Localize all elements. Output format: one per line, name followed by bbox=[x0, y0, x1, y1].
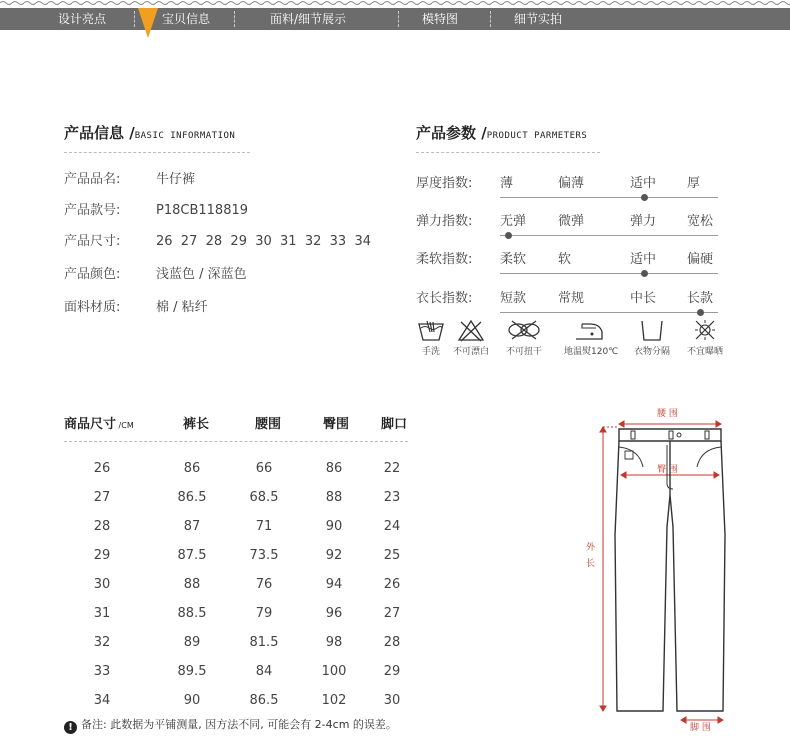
table-cell: 89.5 bbox=[177, 664, 207, 679]
table-cell: 84 bbox=[255, 664, 273, 679]
param-option: 宽松 bbox=[687, 214, 714, 229]
outer-length-label-1: 外 bbox=[586, 543, 596, 553]
warning-icon: ! bbox=[64, 721, 77, 734]
no-wring-icon bbox=[506, 318, 542, 342]
param-selected-dot bbox=[641, 194, 648, 201]
table-cell: 90 bbox=[325, 519, 343, 534]
info-value: P18CB118819 bbox=[156, 203, 249, 218]
table-cell: 23 bbox=[383, 490, 401, 505]
table-cell: 22 bbox=[383, 461, 401, 476]
param-option: 柔软 bbox=[500, 252, 527, 267]
divider bbox=[64, 152, 250, 153]
table-cell: 66 bbox=[255, 461, 273, 476]
param-scale-line bbox=[500, 235, 718, 236]
table-cell: 102 bbox=[321, 693, 347, 708]
info-row-material bbox=[64, 296, 208, 315]
table-cell: 88 bbox=[325, 490, 343, 505]
no-bleach-icon bbox=[456, 318, 486, 342]
table-cell: 29 bbox=[93, 548, 111, 563]
care-label: 不可扭干 bbox=[505, 347, 542, 357]
pants-outline bbox=[615, 429, 725, 711]
params-title bbox=[416, 122, 587, 143]
table-cell: 34 bbox=[93, 693, 111, 708]
title-separator: / bbox=[476, 124, 487, 142]
table-cell: 25 bbox=[383, 548, 401, 563]
basic-info-title-en: BASIC INFORMATION bbox=[134, 131, 236, 141]
table-cell: 32 bbox=[93, 635, 111, 650]
table-cell: 100 bbox=[321, 664, 347, 679]
params-title-en: PRODUCT PARMETERS bbox=[486, 131, 588, 141]
nav-tab-fabric-details[interactable]: 面料/细节展示 bbox=[270, 12, 347, 26]
care-label: 不可漂白 bbox=[452, 347, 489, 357]
active-tab-arrow-icon bbox=[138, 8, 158, 38]
table-cell: 98 bbox=[325, 635, 343, 650]
size-table-header-hip: 臀围 bbox=[322, 417, 349, 432]
no-sun-icon bbox=[690, 318, 720, 342]
info-label: 产品品名: bbox=[64, 172, 121, 187]
basic-info-title bbox=[64, 122, 235, 143]
table-cell: 24 bbox=[383, 519, 401, 534]
nav-separator bbox=[134, 11, 135, 27]
table-cell: 28 bbox=[383, 635, 401, 650]
table-cell: 87.5 bbox=[177, 548, 207, 563]
info-row-colors bbox=[64, 263, 247, 282]
param-label: 弹力指数: bbox=[416, 214, 473, 229]
care-no-wring bbox=[499, 318, 549, 357]
info-value: 棉 / 粘纤 bbox=[156, 300, 208, 315]
table-cell: 29 bbox=[383, 664, 401, 679]
table-cell: 33 bbox=[93, 664, 111, 679]
nav-tab-detail-photos[interactable]: 细节实拍 bbox=[514, 12, 563, 26]
info-value: 浅蓝色 / 深蓝色 bbox=[156, 267, 247, 282]
table-cell: 89 bbox=[183, 635, 201, 650]
param-scale-line bbox=[500, 312, 718, 313]
nav-separator bbox=[234, 11, 235, 27]
table-cell: 28 bbox=[93, 519, 111, 534]
care-no-bleach bbox=[446, 318, 496, 357]
info-row-sizes bbox=[64, 230, 371, 249]
table-cell: 76 bbox=[255, 577, 273, 592]
wash-separately-icon bbox=[637, 318, 667, 342]
info-label: 面料材质: bbox=[64, 300, 121, 315]
info-value: 牛仔裤 bbox=[156, 172, 196, 187]
param-scale-line bbox=[500, 197, 718, 198]
nav-tab-design[interactable]: 设计亮点 bbox=[58, 12, 107, 26]
measurement-note bbox=[64, 716, 397, 734]
param-option: 适中 bbox=[630, 176, 657, 191]
table-cell: 26 bbox=[93, 461, 111, 476]
size-table-header-hem: 脚口 bbox=[380, 417, 407, 432]
table-cell: 27 bbox=[383, 606, 401, 621]
care-label: 衣物分隔 bbox=[633, 347, 670, 357]
param-label: 衣长指数: bbox=[416, 291, 473, 306]
care-label: 不宜曝晒 bbox=[686, 347, 723, 357]
size-table-header-length: 裤长 bbox=[182, 417, 209, 432]
header-unit: /CM bbox=[116, 421, 134, 430]
header-size-label: 商品尺寸 bbox=[64, 417, 117, 432]
param-option: 长款 bbox=[687, 291, 714, 306]
care-wash-separately bbox=[627, 318, 677, 357]
table-cell: 68.5 bbox=[249, 490, 279, 505]
table-cell: 86 bbox=[183, 461, 201, 476]
param-option: 厚 bbox=[687, 176, 701, 191]
param-label: 柔软指数: bbox=[416, 252, 473, 267]
table-cell: 90 bbox=[183, 693, 201, 708]
divider bbox=[416, 152, 600, 153]
param-option: 偏薄 bbox=[558, 176, 585, 191]
param-option: 常规 bbox=[558, 291, 585, 306]
params-title-cn: 产品参数 bbox=[416, 124, 477, 142]
param-option: 无弹 bbox=[500, 214, 527, 229]
iron-icon bbox=[572, 318, 606, 342]
table-cell: 71 bbox=[255, 519, 273, 534]
param-option: 微弹 bbox=[558, 214, 585, 229]
param-selected-dot bbox=[505, 232, 512, 239]
care-label: 地温熨120℃ bbox=[564, 347, 619, 357]
table-cell: 73.5 bbox=[249, 548, 279, 563]
param-option: 中长 bbox=[630, 291, 657, 306]
note-text: 备注: 此数据为平铺测量, 因方法不同, 可能会有 2-4cm 的误差。 bbox=[81, 718, 397, 731]
table-cell: 92 bbox=[325, 548, 343, 563]
param-selected-dot bbox=[641, 270, 648, 277]
nav-tab-model[interactable]: 模特图 bbox=[422, 12, 459, 26]
param-selected-dot bbox=[697, 309, 704, 316]
param-option: 适中 bbox=[630, 252, 657, 267]
waist-measure-label: 腰 围 bbox=[657, 409, 678, 419]
hand-wash-icon bbox=[416, 318, 446, 342]
outer-length-label-2: 长 bbox=[586, 559, 596, 569]
table-cell: 86.5 bbox=[249, 693, 279, 708]
table-cell: 79 bbox=[255, 606, 273, 621]
table-cell: 88.5 bbox=[177, 606, 207, 621]
table-cell: 30 bbox=[383, 693, 401, 708]
param-option: 短款 bbox=[500, 291, 527, 306]
table-cell: 88 bbox=[183, 577, 201, 592]
info-value: 26 27 28 29 30 31 32 33 34 bbox=[156, 234, 371, 249]
param-option: 软 bbox=[558, 252, 572, 267]
nav-bar bbox=[0, 8, 790, 30]
decorative-wave-border bbox=[0, 0, 790, 6]
size-table-header-size bbox=[64, 413, 134, 432]
table-cell: 86.5 bbox=[177, 490, 207, 505]
param-option: 弹力 bbox=[630, 214, 657, 229]
title-separator: / bbox=[124, 124, 135, 142]
info-row-name bbox=[64, 168, 195, 187]
table-cell: 31 bbox=[93, 606, 111, 621]
info-row-style-no bbox=[64, 199, 248, 218]
table-cell: 27 bbox=[93, 490, 111, 505]
info-label: 产品尺寸: bbox=[64, 234, 121, 249]
divider bbox=[64, 441, 408, 442]
param-label: 厚度指数: bbox=[416, 176, 473, 191]
care-no-sun bbox=[680, 318, 730, 357]
care-iron bbox=[564, 318, 619, 357]
param-option: 薄 bbox=[500, 176, 514, 191]
nav-tab-product-info[interactable]: 宝贝信息 bbox=[162, 12, 211, 26]
param-scale-line bbox=[500, 273, 718, 274]
table-cell: 96 bbox=[325, 606, 343, 621]
basic-info-title-cn: 产品信息 bbox=[64, 124, 125, 142]
hip-measure-label: 臀 围 bbox=[657, 465, 678, 475]
jeans-diagram bbox=[595, 415, 745, 735]
nav-separator bbox=[398, 11, 399, 27]
table-cell: 81.5 bbox=[249, 635, 279, 650]
table-cell: 87 bbox=[183, 519, 201, 534]
care-label: 手洗 bbox=[421, 347, 440, 357]
hem-measure-label: 脚 围 bbox=[690, 723, 711, 733]
table-cell: 86 bbox=[325, 461, 343, 476]
info-label: 产品款号: bbox=[64, 203, 121, 218]
table-cell: 94 bbox=[325, 577, 343, 592]
param-option: 偏硬 bbox=[687, 252, 714, 267]
info-label: 产品颜色: bbox=[64, 267, 121, 282]
table-cell: 26 bbox=[383, 577, 401, 592]
table-cell: 30 bbox=[93, 577, 111, 592]
nav-separator bbox=[490, 11, 491, 27]
size-table-header-waist: 腰围 bbox=[254, 417, 281, 432]
